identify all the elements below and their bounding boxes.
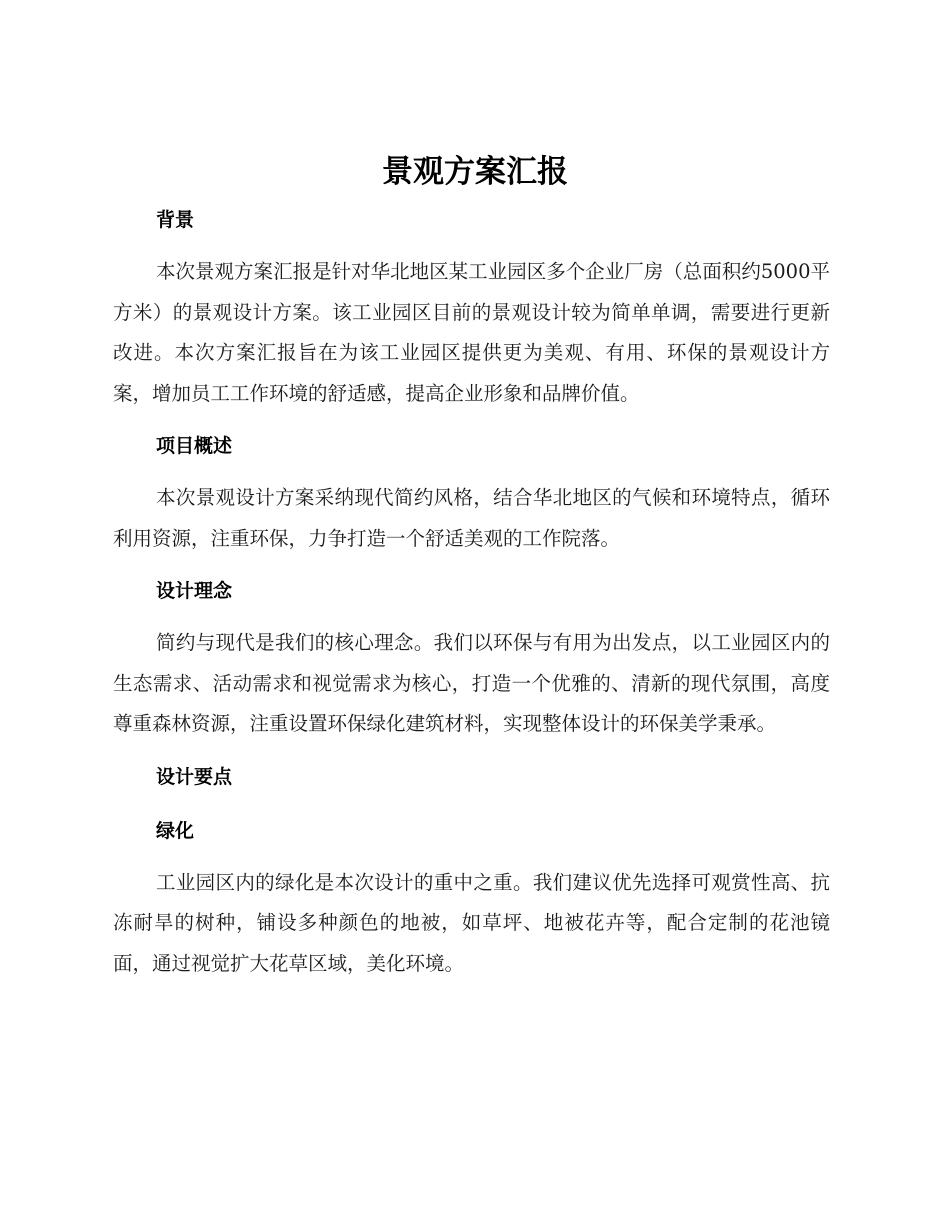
document-title: 景观方案汇报 xyxy=(382,154,568,190)
section-text-greening: 工业园区内的绿化是本次设计的重中之重。我们建议优先选择可观赏性高、抗冻耐旱的树种，铺设多种颜色的地被，如草坪、地被花卉等，配合定制的花池镜面，通过视觉扩大花草区域，美化环境。 xyxy=(113,870,830,975)
section-text-background: 本次景观方案汇报是针对华北地区某工业园区多个企业厂房（总面积约5000平方米）的景观设计方案。该工业园区目前的景观设计较为简单单调，需要进行更新改进。本次方案汇报旨在为该工业园区提供更为美观、有用、环保的景观设计方案，增加员工工作环境的舒适感，提高企业形象和品牌价值。 xyxy=(113,260,830,405)
section-heading-key-points: 设计要点 xyxy=(156,765,233,788)
section-heading-overview: 项目概述 xyxy=(156,435,233,457)
section-heading-background: 背景 xyxy=(156,209,195,231)
section-heading-concept: 设计理念 xyxy=(156,580,233,602)
document-body xyxy=(113,198,830,984)
section-text-concept: 简约与现代是我们的核心理念。我们以环保与有用为出发点，以工业园区内的生态需求、活动需求和视觉需求为核心，打造一个优雅的、清新的现代氛围，高度尊重森林资源，注重设置环保绿化建筑材料，实现整体设计的环保美学秉承。 xyxy=(113,631,830,735)
section-heading-greening: 绿化 xyxy=(156,819,195,842)
section-text-overview: 本次景观设计方案采纳现代简约风格，结合华北地区的气候和环境特点，循环利用资源，注重环保，力争打造一个舒适美观的工作院落。 xyxy=(113,486,830,550)
